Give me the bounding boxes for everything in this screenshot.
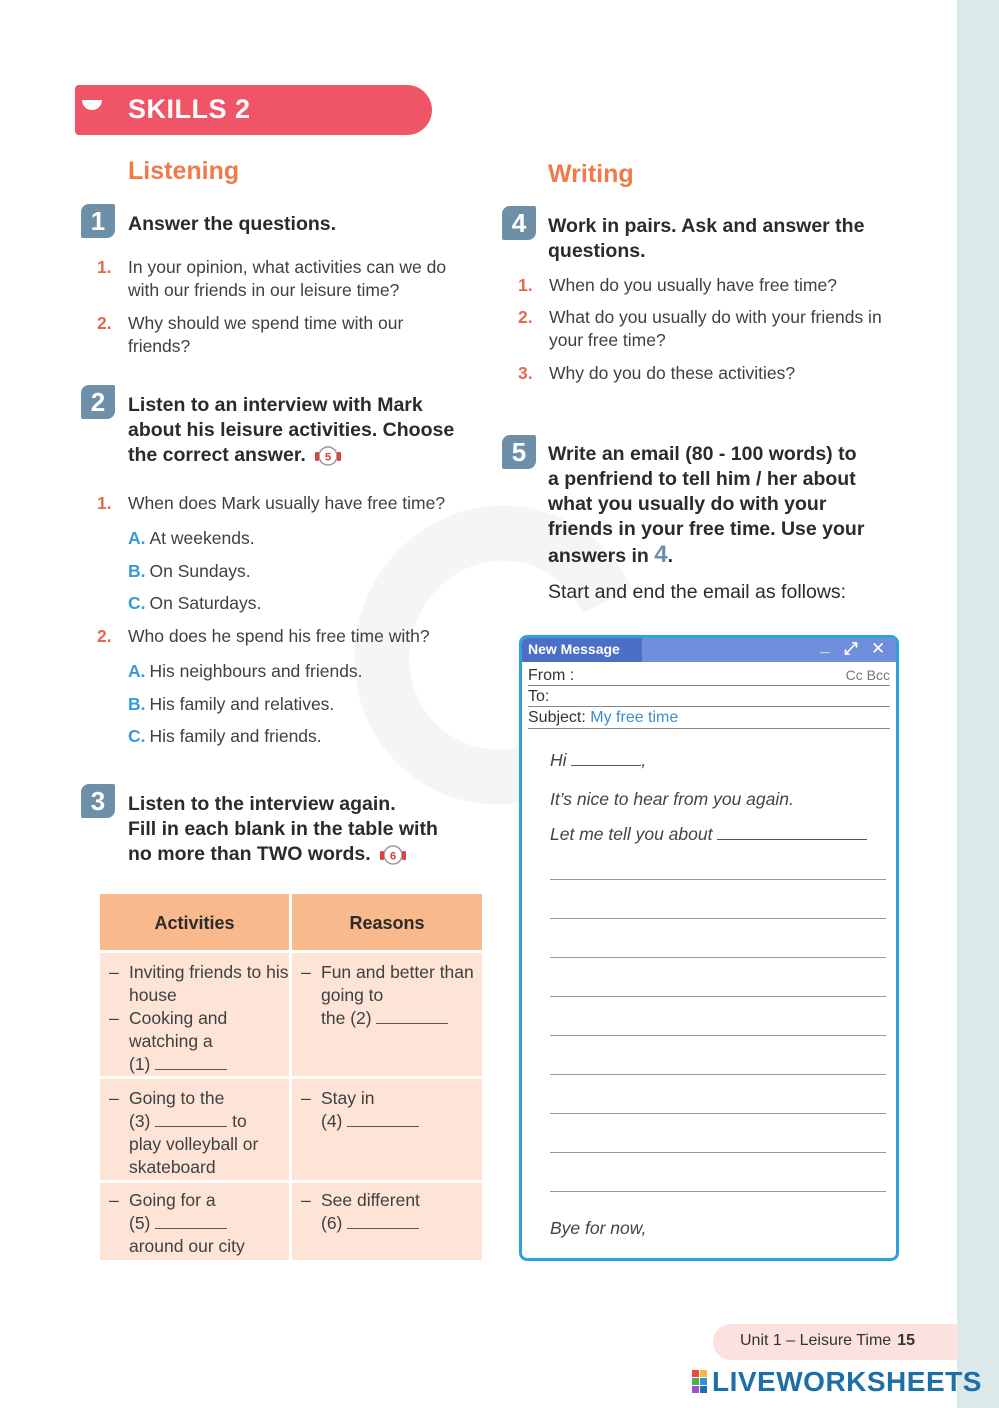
option-letter: A. <box>128 528 146 548</box>
ex2-q2-text: Who does he spend his free time with? <box>128 626 430 646</box>
email-greeting <box>550 750 646 771</box>
blank-2-number: the (2) <box>321 1008 372 1028</box>
exercise-1-instruction: Answer the questions. <box>128 213 337 235</box>
ex2-q1-option-c[interactable] <box>128 593 261 614</box>
ex4-question-2 <box>518 306 903 352</box>
ex4-q3-text: Why do you do these activities? <box>549 363 796 383</box>
ex2-q2-number: 2. <box>97 626 112 646</box>
option-text: On Sundays. <box>149 561 251 581</box>
email-let-me-tell <box>550 824 867 845</box>
ex2-q2-option-c[interactable] <box>128 726 322 747</box>
dash: – <box>109 1088 119 1108</box>
ex4-question-3 <box>518 362 903 385</box>
ex3-instr-line-2: Fill in each blank in the table with <box>128 818 438 840</box>
audio-track-icon[interactable] <box>377 844 409 866</box>
exercise-2-instruction <box>128 393 488 468</box>
blank-6-field[interactable] <box>347 1215 419 1229</box>
blank-4-field[interactable] <box>347 1113 419 1127</box>
ex5-start-end: Start and end the email as follows: <box>548 581 847 603</box>
row1-reason <box>301 961 476 1030</box>
writing-title: Writing <box>548 160 634 188</box>
blank-2-field[interactable] <box>376 1010 448 1024</box>
greeting-comma: , <box>641 750 647 770</box>
exercise-5-badge: 5 <box>502 435 536 469</box>
dash: – <box>109 1190 119 1210</box>
blank-4-number: (4) <box>321 1111 343 1131</box>
blank-1-number: (1) <box>129 1054 151 1074</box>
exercise-4-instruction <box>548 214 908 264</box>
ex2-q2-option-a[interactable] <box>128 661 363 682</box>
ex2-q1-number: 1. <box>97 493 112 513</box>
subject-field[interactable] <box>528 709 678 727</box>
blank-1-field[interactable] <box>155 1056 227 1070</box>
let-me-tell-blank[interactable] <box>717 826 867 840</box>
dash: – <box>301 962 311 982</box>
table-divider-h3 <box>100 1180 482 1183</box>
ex5-instr-line-5: answers in <box>548 545 649 567</box>
minimize-icon[interactable]: _ <box>820 636 830 655</box>
option-letter: B. <box>128 694 146 714</box>
ex4-instr-line-1: Work in pairs. Ask and answer the <box>548 215 865 237</box>
from-field-line[interactable] <box>528 685 890 686</box>
ex2-instr-line-1: Listen to an interview with Mark <box>128 394 423 416</box>
liveworksheets-brand[interactable]: LIVEWORKSHEETS <box>712 1366 982 1397</box>
writing-line-8[interactable] <box>550 1152 886 1153</box>
exercise-4-badge: 4 <box>502 206 536 240</box>
ex2-q1-option-a[interactable] <box>128 528 255 549</box>
exercise-2-badge: 2 <box>81 385 115 419</box>
writing-line-2[interactable] <box>550 918 886 919</box>
greeting-hi: Hi <box>550 750 567 770</box>
ex4-instr-line-2: questions. <box>548 240 646 262</box>
listening-title: Listening <box>128 157 240 185</box>
dash: – <box>109 962 119 982</box>
ex2-instr-line-2: about his leisure activities. Choose <box>128 419 455 441</box>
option-text: His neighbours and friends. <box>149 661 363 681</box>
row1-activity-2-text: Cooking and watching a <box>129 1008 228 1051</box>
email-sign-off: Bye for now, <box>550 1218 647 1238</box>
table-divider-h2 <box>100 1076 482 1079</box>
writing-line-3[interactable] <box>550 957 886 958</box>
footer-unit <box>740 1332 915 1350</box>
option-letter: C. <box>128 593 146 613</box>
row3-activity-rest: around our city <box>129 1236 245 1256</box>
ex1-q1-text: In your opinion, what activities can we do with our friends in our leisure time? <box>128 257 447 300</box>
ex2-q2-option-b[interactable] <box>128 694 334 715</box>
writing-line-9[interactable] <box>550 1191 886 1192</box>
ex5-instr-line-3: what you usually do with your <box>548 493 827 515</box>
let-me-tell-text: Let me tell you about <box>550 824 713 844</box>
row3-activity <box>109 1189 289 1258</box>
banner-title: SKILLS 2 <box>128 94 251 124</box>
row2-activity <box>109 1087 289 1179</box>
to-field-line[interactable] <box>528 706 890 707</box>
exercise-1-badge: 1 <box>81 204 115 238</box>
row2-activity-text: Going to the <box>129 1088 225 1108</box>
blank-6-number: (6) <box>321 1213 343 1233</box>
row2-activity-to: to <box>232 1111 247 1131</box>
subject-label: Subject: <box>528 709 586 726</box>
row3-activity-text: Going for a <box>129 1190 216 1210</box>
page-number: 15 <box>897 1332 915 1349</box>
cc-bcc-button[interactable]: Cc Bcc <box>845 667 890 683</box>
ex2-track-number: 5 <box>324 451 331 464</box>
email-nice-to-hear: It’s nice to hear from you again. <box>550 789 794 809</box>
subject-field-line <box>528 728 890 729</box>
ex1-q2-text: Why should we spend time with our friends? <box>128 313 404 356</box>
ex5-instr-dot: . <box>667 545 673 567</box>
exercise-5-instruction <box>548 442 918 569</box>
page-edge-strip <box>957 0 999 1408</box>
row1-reason-text: Fun and better than going to <box>321 962 474 1005</box>
row2-reason <box>301 1087 476 1133</box>
dash: – <box>301 1190 311 1210</box>
ex1-question-2 <box>97 312 482 358</box>
row1-activity-1 <box>109 961 289 1007</box>
row1-activity-1-text: Inviting friends to his house <box>129 962 289 1005</box>
ex4-q1-number: 1. <box>518 275 533 295</box>
row2-reason-text: Stay in <box>321 1088 375 1108</box>
ex2-question-1 <box>97 492 482 515</box>
writing-line-6[interactable] <box>550 1074 886 1075</box>
ex4-q3-number: 3. <box>518 363 533 383</box>
ex3-instr-line-3: no more than TWO words. <box>128 843 371 865</box>
activities-reasons-table <box>100 894 482 1260</box>
banner-hook-icon <box>75 92 117 128</box>
liveworksheets-logo-icon <box>692 1370 708 1394</box>
blank-3-number: (3) <box>129 1111 151 1131</box>
ex5-instr-line-4: friends in your free time. Use your <box>548 518 865 540</box>
audio-track-icon[interactable] <box>312 445 344 467</box>
ex5-instr-line-2: a penfriend to tell him / her about <box>548 468 856 490</box>
ex4-q2-number: 2. <box>518 307 533 327</box>
table-divider-h1 <box>100 950 482 953</box>
option-text: At weekends. <box>149 528 255 548</box>
dash: – <box>109 1008 119 1028</box>
row2-activity-rest: play volleyball or skateboard <box>129 1134 259 1177</box>
email-window-title: New Message <box>528 641 620 657</box>
writing-line-4[interactable] <box>550 996 886 997</box>
to-field-label: To: <box>528 688 550 705</box>
ex2-q1-option-b[interactable] <box>128 561 251 582</box>
option-letter: A. <box>128 661 146 681</box>
option-text: On Saturdays. <box>149 593 262 613</box>
ex4-q2-text: What do you usually do with your friends in your free time? <box>549 307 882 350</box>
table-header-activities: Activities <box>100 894 289 952</box>
option-text: His family and relatives. <box>149 694 335 714</box>
subject-value: My free time <box>590 709 679 726</box>
option-text: His family and friends. <box>149 726 322 746</box>
ex4-q1-text: When do you usually have free time? <box>549 275 837 295</box>
footer-unit-text: Unit 1 – Leisure Time <box>740 1332 892 1349</box>
ex3-instr-line-1: Listen to the interview again. <box>128 793 396 815</box>
expand-icon[interactable]: ⤢ <box>844 639 858 658</box>
writing-line-7[interactable] <box>550 1113 886 1114</box>
blank-5-number: (5) <box>129 1213 151 1233</box>
ex2-question-2 <box>97 625 482 648</box>
blank-3-field[interactable] <box>155 1113 227 1127</box>
exercise-3-badge: 3 <box>81 784 115 818</box>
writing-line-5[interactable] <box>550 1035 886 1036</box>
row3-reason <box>301 1189 476 1235</box>
dash: – <box>301 1088 311 1108</box>
row1-activity-2 <box>109 1007 289 1076</box>
greeting-name-blank[interactable] <box>571 752 641 766</box>
writing-line-1[interactable] <box>550 879 886 880</box>
email-compose-window <box>519 635 899 1261</box>
table-header-reasons: Reasons <box>292 894 482 952</box>
ex1-q2-number: 2. <box>97 313 112 333</box>
ex5-instr-ref: 4 <box>654 541 668 568</box>
exercise-3-instruction <box>128 792 488 867</box>
blank-5-field[interactable] <box>155 1215 227 1229</box>
ex3-track-number: 6 <box>389 850 396 863</box>
row3-reason-text: See different <box>321 1190 420 1210</box>
ex2-instr-line-3: the correct answer. <box>128 444 306 466</box>
ex1-q1-number: 1. <box>97 257 112 277</box>
ex4-question-1 <box>518 274 903 297</box>
ex5-instr-line-1: Write an email (80 - 100 words) to <box>548 443 857 465</box>
from-field-label: From : <box>528 667 575 684</box>
option-letter: C. <box>128 726 146 746</box>
ex1-question-1 <box>97 256 482 302</box>
ex2-q1-text: When does Mark usually have free time? <box>128 493 446 513</box>
close-icon[interactable]: ✕ <box>871 639 886 658</box>
option-letter: B. <box>128 561 146 581</box>
